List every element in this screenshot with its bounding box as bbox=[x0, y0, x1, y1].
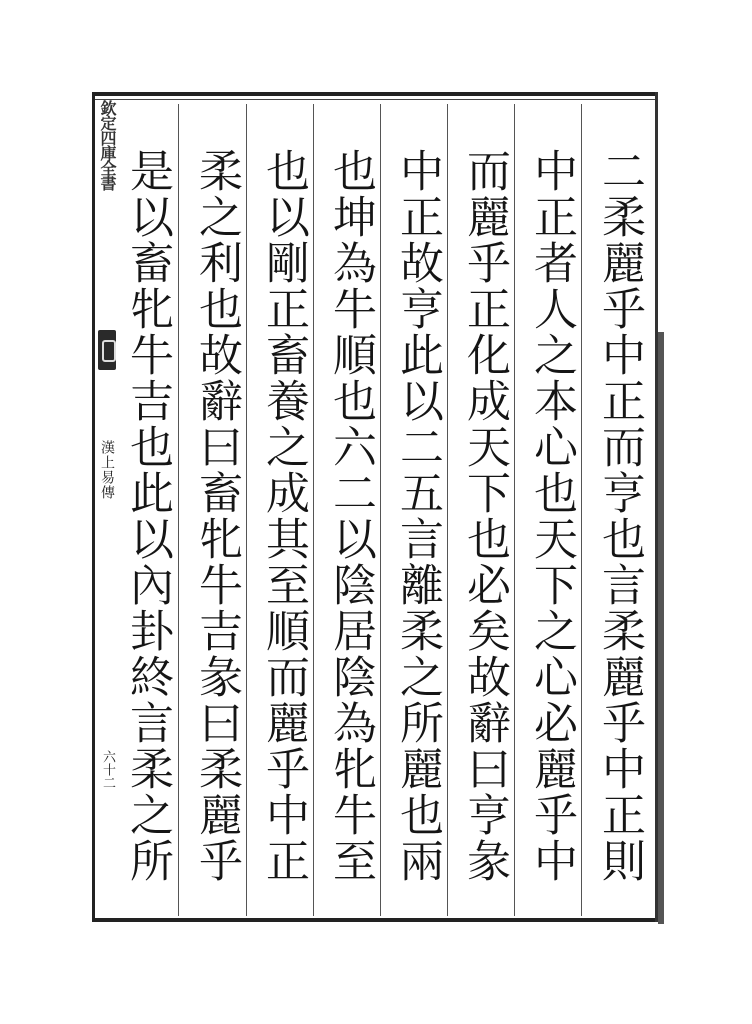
text-column-5 bbox=[317, 104, 383, 916]
text-column-1 bbox=[586, 104, 652, 916]
column-text: 是以畜牝牛吉也此以內卦終言柔之所 bbox=[122, 148, 173, 884]
page-number: 六十二 bbox=[100, 750, 115, 789]
column-text: 中正者人之本心也天下之心必麗乎中 bbox=[526, 148, 577, 884]
frame-left-border bbox=[92, 92, 95, 922]
text-column-2 bbox=[518, 104, 584, 916]
column-text: 也以剛正畜養之成其至順而麗乎中正 bbox=[258, 148, 309, 884]
text-column-4 bbox=[384, 104, 450, 916]
text-column-8 bbox=[114, 104, 180, 916]
column-text: 二柔麗乎中正而亨也言柔麗乎中正則 bbox=[594, 148, 645, 884]
column-text: 中正故亨此以二五言離柔之所麗也兩 bbox=[392, 148, 443, 884]
collection-title: 欽定四庫全書 bbox=[98, 100, 117, 190]
text-column-7 bbox=[183, 104, 249, 916]
column-text: 也坤為牛順也六二以陰居陰為牝牛至 bbox=[325, 148, 376, 884]
frame-top-inner-border bbox=[92, 99, 658, 100]
frame-bottom-border bbox=[92, 918, 658, 922]
column-text: 柔之利也故辭曰畜牝牛吉彖曰柔麗乎 bbox=[191, 148, 242, 884]
column-text: 而麗乎正化成天下也必矣故辭曰亨彖 bbox=[459, 148, 510, 884]
page-edge-shadow bbox=[658, 332, 664, 924]
book-title: 漢上易傳 bbox=[99, 440, 115, 500]
frame-top-border bbox=[92, 92, 658, 96]
text-column-3 bbox=[451, 104, 517, 916]
text-column-6 bbox=[250, 104, 316, 916]
